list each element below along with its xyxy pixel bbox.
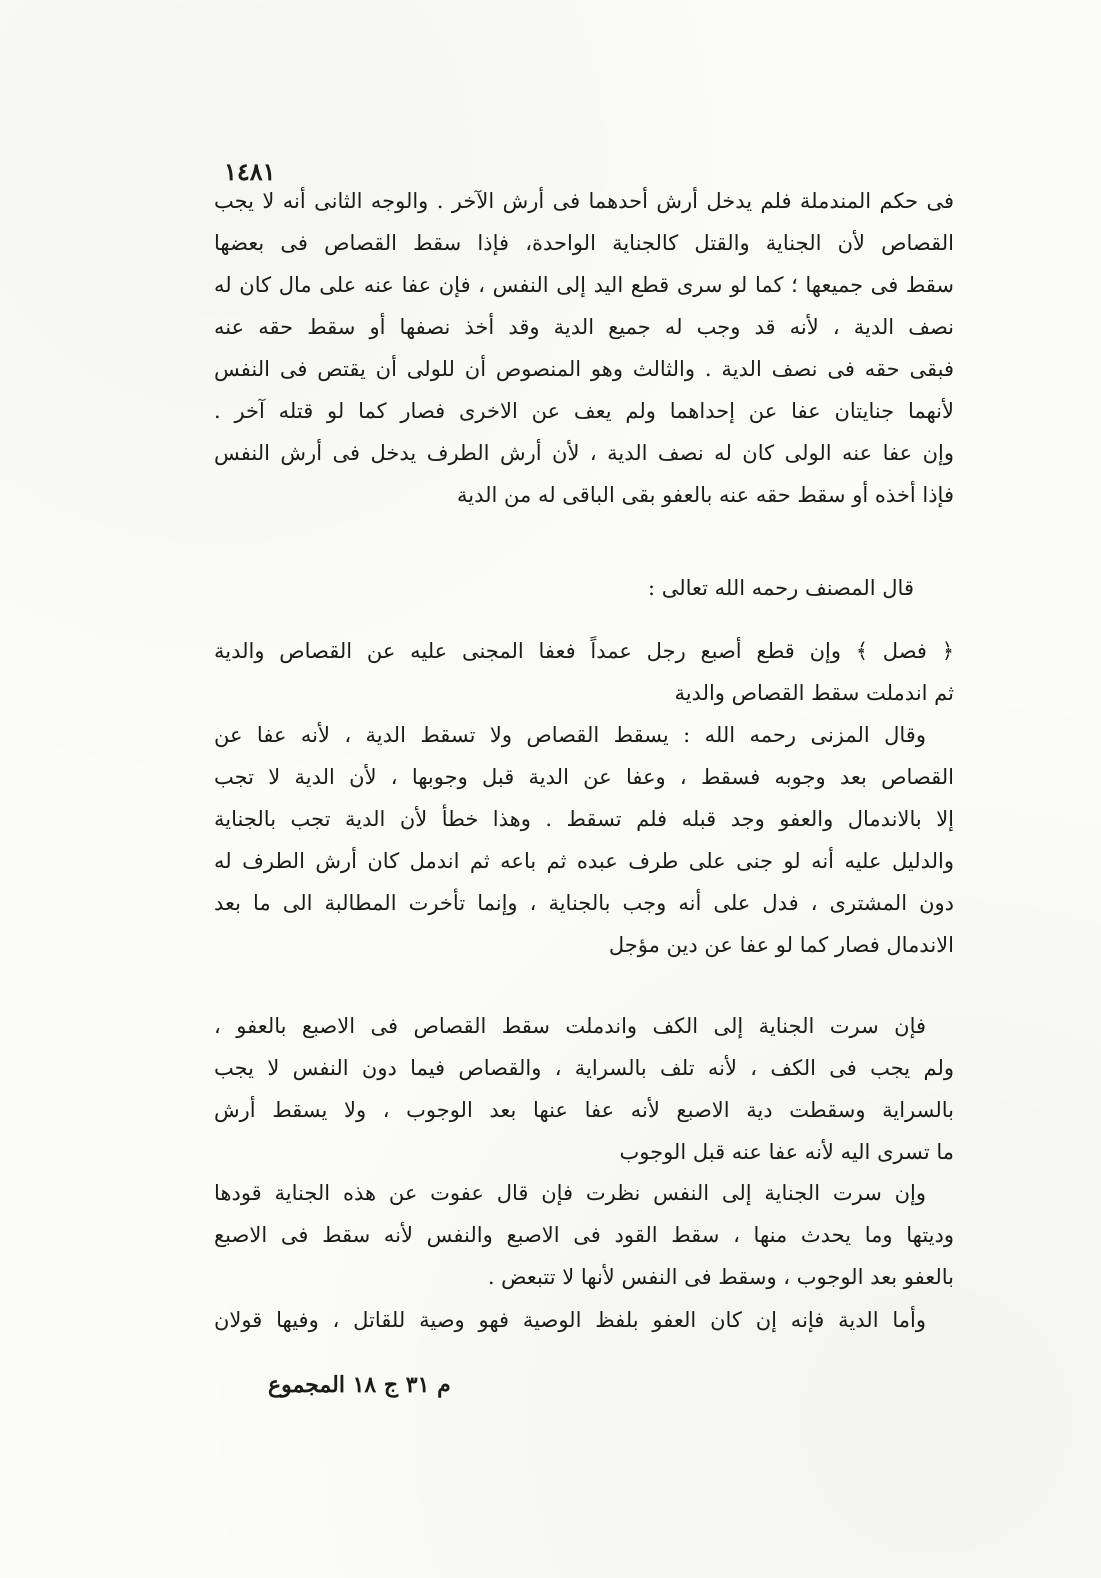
- text-line: سقط فى جميعها ؛ كما لو سرى قطع اليد إلى النفس ، فإن عفا عنه على مال كان له: [214, 273, 954, 297]
- text-line: فبقى حقه فى نصف الدية . والثالث وهو المنصوص أن للولى أن يقتص فى النفس: [214, 357, 954, 381]
- text-line: ثم اندملت سقط القصاص والدية: [674, 681, 954, 705]
- text-line: فى حكم المندملة فلم يدخل أرش أحدهما فى أرش الآخر . والوجه الثانى أنه لا يجب: [214, 189, 954, 213]
- text-line: وقال المزنى رحمه الله : يسقط القصاص ولا تسقط الدية ، لأنه عفا عن: [214, 723, 926, 747]
- text-line: فإن سرت الجناية إلى الكف واندملت سقط القصاص فى الاصبع بالعفو ،: [214, 1014, 926, 1038]
- paragraph-kaff: [214, 1005, 954, 1173]
- text-line: ما تسرى اليه لأنه عفا عنه قبل الوجوب: [619, 1140, 954, 1164]
- text-line: الاندمال فصار كما لو عفا عن دين مؤجل: [608, 933, 954, 957]
- text-line: وإن عفا عنه الولى كان له نصف الدية ، لأن أرش الطرف يدخل فى أرش النفس: [214, 441, 954, 465]
- paragraph-muzani: [214, 714, 954, 966]
- text-line: ﴿ فصل ﴾ وإن قطع أصبع رجل عمداً فعفا المجنى عليه عن القصاص والدية: [214, 639, 954, 663]
- section-fasl: [214, 630, 954, 714]
- heading-line: قال المصنف رحمه الله تعالى :: [647, 576, 914, 600]
- page-number: ١٤٨١: [224, 157, 276, 186]
- text-line: والدليل عليه أنه لو جنى على طرف عبده ثم باعه ثم اندمل كان أرش الطرف له: [214, 849, 954, 873]
- paragraph-1: [214, 180, 954, 516]
- text-line: فإذا أخذه أو سقط حقه عنه بالعفو بقى الباقى له من الدية: [457, 483, 954, 507]
- author-heading: [214, 567, 954, 609]
- text-line: وأما الدية فإنه إن كان العفو بلفظ الوصية فهو وصية للقاتل ، وفيها قولان: [214, 1308, 926, 1332]
- text-line: لأنهما جنايتان عفا عن إحداهما ولم يعف عن الاخرى فصار كما لو قتله آخر .: [214, 399, 954, 423]
- text-line: وإن سرت الجناية إلى النفس نظرت فإن قال عفوت عن هذه الجناية قودها: [214, 1181, 926, 1205]
- text-line: وديتها وما يحدث منها ، سقط القود فى الاصبع والنفس لأنه سقط فى الاصبع: [214, 1223, 954, 1247]
- text-line: نصف الدية ، لأنه قد وجب له جميع الدية وقد أخذ نصفها أو سقط حقه عنه: [214, 315, 954, 339]
- text-line: القصاص لأن الجناية والقتل كالجناية الواحدة، فإذا سقط القصاص فى بعضها: [214, 231, 954, 255]
- text-line: إلا بالاندمال والعفو وجد قبله فلم تسقط . وهذا خطأ لأن الدية تجب بالجناية: [214, 807, 954, 831]
- volume-footer: م ٣١ ج ١٨ المجموع: [268, 1372, 451, 1398]
- text-line: القصاص بعد وجوبه فسقط ، وعفا عن الدية قبل وجوبها ، لأن الدية لا تجب: [214, 765, 954, 789]
- text-line: دون المشترى ، فدل على أنه وجب بالجناية ، وإنما تأخرت المطالبة الى ما بعد: [214, 891, 954, 915]
- paragraph-nafs: [214, 1172, 954, 1298]
- paragraph-diya: [214, 1299, 954, 1341]
- text-line: ولم يجب فى الكف ، لأنه تلف بالسراية ، والقصاص فيما دون النفس لا يجب: [214, 1056, 954, 1080]
- text-line: بالعفو بعد الوجوب ، وسقط فى النفس لأنها لا تتبعض .: [487, 1265, 954, 1289]
- text-line: بالسراية وسقطت دية الاصبع لأنه عفا عنها بعد الوجوب ، ولا يسقط أرش: [214, 1098, 954, 1122]
